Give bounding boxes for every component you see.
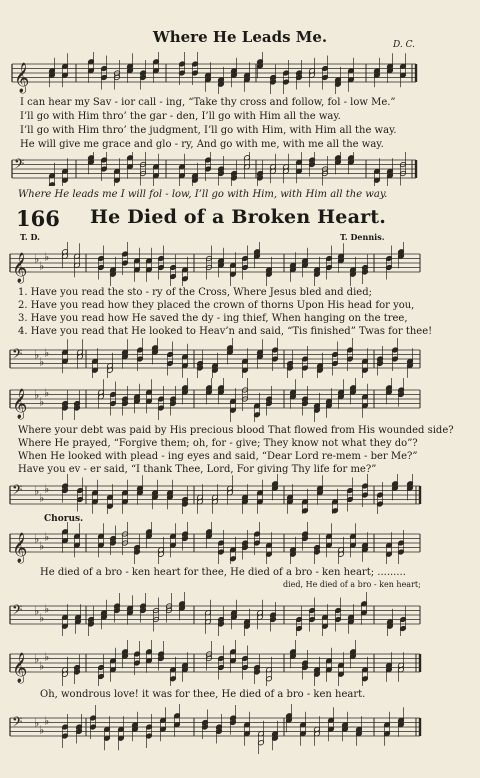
hymn-a-verse-3: I’ll go with Him thro’ the judgment, I’ll go with Him, with Him all the way.	[20, 125, 397, 136]
svg-text:𝄞: 𝄞	[12, 389, 28, 419]
hymn-title-he-died-of-a-broken-heart: He Died of a Broken Heart.	[90, 206, 387, 228]
svg-text:♭: ♭	[44, 602, 50, 616]
svg-text:𝄞: 𝄞	[12, 253, 28, 283]
chorus-label: Chorus.	[44, 514, 84, 524]
svg-text:♭: ♭	[44, 482, 50, 496]
svg-text:♭: ♭	[34, 716, 40, 730]
svg-text:♭: ♭	[39, 491, 45, 505]
music-staff-a-treble	[6, 52, 420, 94]
hymn-a-verse-1: I can hear my Sav - ior call - ing, “Take thy cross and follow, fol - low Me.”	[20, 97, 396, 108]
svg-text:♭: ♭	[34, 252, 40, 266]
music-staff-b1-treble	[4, 242, 424, 286]
svg-text:♭: ♭	[39, 723, 45, 737]
svg-text:𝄢: 𝄢	[12, 346, 23, 365]
svg-text:♭: ♭	[39, 355, 45, 369]
hymn-b-verse-3a: 3. Have you read how He saved the dy - ing thief, When hanging on the tree,	[18, 313, 408, 324]
hymn-title-where-he-leads-me: Where He Leads Me.	[152, 28, 328, 46]
svg-text:♭: ♭	[34, 652, 40, 666]
svg-text:♭: ♭	[39, 539, 45, 553]
svg-text:♭: ♭	[44, 346, 50, 360]
chorus-line-1-echo: died, He died of a bro - ken heart;	[283, 580, 421, 589]
svg-text:♭: ♭	[39, 259, 45, 273]
hymn-a-verse-4: He will give me grace and glo - ry, And go with me, with me all the way.	[20, 139, 384, 150]
svg-text:♭: ♭	[39, 395, 45, 409]
svg-text:♭: ♭	[34, 604, 40, 618]
hymn-b-verse-1a: 1. Have you read the sto - ry of the Cross, Where Jesus bled and died;	[18, 287, 372, 298]
svg-text:♭: ♭	[34, 388, 40, 402]
svg-text:𝄞: 𝄞	[14, 63, 30, 93]
svg-text:♭: ♭	[39, 611, 45, 625]
music-staff-chorus-bass-1	[4, 592, 424, 636]
hymn-b-verse-2b: Where He prayed, “Forgive them; oh, for - give; They know not what they do”?	[18, 438, 418, 449]
music-staff-b2-bass	[4, 474, 424, 514]
music-staff-b2-treble	[4, 378, 424, 422]
svg-text:𝄞: 𝄞	[12, 533, 28, 563]
hymn-b-verse-1b: Where your debt was paid by His precious blood That flowed from His wounded side?	[18, 425, 454, 436]
svg-text:♭: ♭	[44, 386, 50, 400]
svg-text:𝄢: 𝄢	[12, 482, 23, 501]
svg-text:𝄢: 𝄢	[12, 602, 23, 621]
hymn-number: 166	[16, 206, 60, 231]
music-staff-a-bass	[6, 152, 420, 186]
music-staff-chorus-treble-2	[4, 640, 424, 686]
hymn-a-refrain: Where He leads me I will fol - low, I’ll go with Him, with Him all the way.	[18, 189, 388, 200]
chorus-line-1: He died of a bro - ken heart for thee, He died of a bro - ken heart; .........	[40, 567, 406, 578]
hymn-b-verse-2a: 2. Have you read how they placed the crown of thorns Upon His head for you,	[18, 300, 415, 311]
hymn-b-verse-4b: Have you ev - er said, “I thank Thee, Lord, For giving Thy life for me?”	[18, 464, 377, 475]
svg-text:♭: ♭	[34, 348, 40, 362]
svg-text:♭: ♭	[34, 484, 40, 498]
dc-marking: D. C.	[393, 40, 416, 50]
chorus-line-2: Oh, wondrous love! it was for thee, He died of a bro - ken heart.	[40, 689, 366, 700]
svg-text:♭: ♭	[34, 532, 40, 546]
svg-text:♭: ♭	[44, 530, 50, 544]
words-credit: T. D.	[20, 232, 40, 242]
svg-text:♭: ♭	[44, 250, 50, 264]
music-staff-chorus-bass-2	[4, 704, 424, 754]
svg-text:♭: ♭	[39, 659, 45, 673]
svg-text:♭: ♭	[44, 714, 50, 728]
music-credit: T. Dennis.	[340, 232, 385, 242]
svg-text:𝄞: 𝄞	[12, 653, 28, 683]
hymn-a-verse-2: I’ll go with Him thro’ the gar - den, I’ll go with Him all the way.	[20, 111, 341, 122]
music-staff-b1-bass	[4, 338, 424, 378]
music-staff-chorus-treble-1	[4, 522, 424, 564]
svg-text:𝄢: 𝄢	[14, 156, 25, 175]
svg-text:♭: ♭	[44, 650, 50, 664]
hymn-b-verse-4a: 4. Have you read that He looked to Heav’n and said, “Tis finished” Twas for thee!	[18, 326, 433, 337]
svg-text:𝄢: 𝄢	[12, 714, 23, 733]
hymn-b-verse-3b: When He looked with plead - ing eyes and said, “Dear Lord re-mem - ber Me?”	[18, 451, 418, 462]
